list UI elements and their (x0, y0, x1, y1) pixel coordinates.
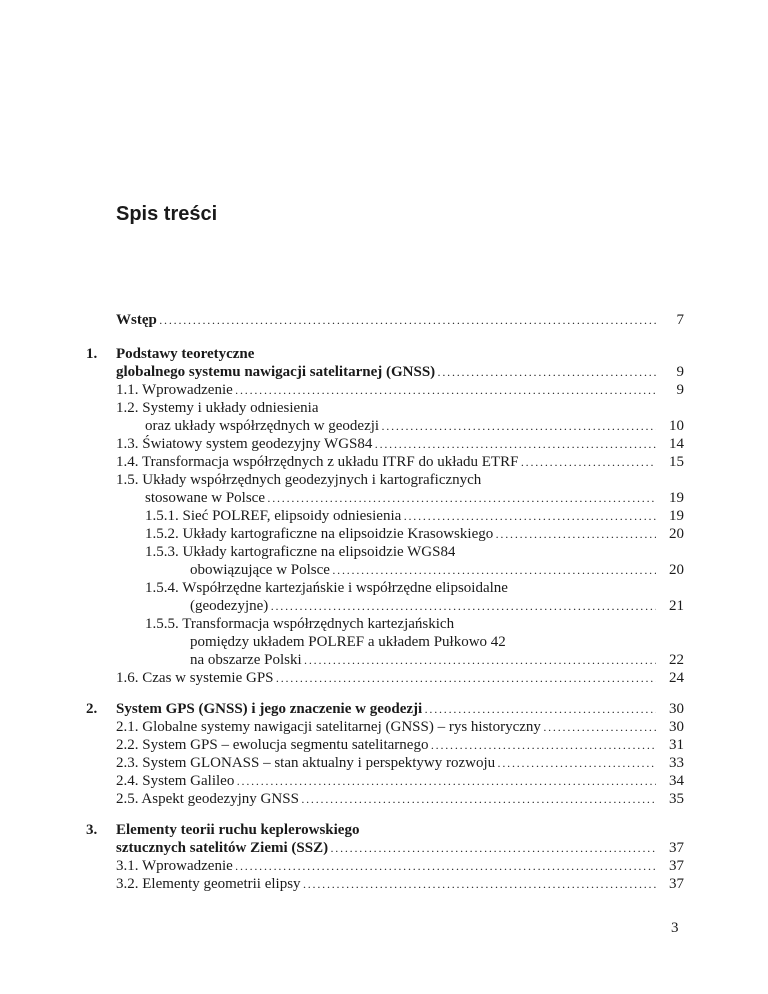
toc-entry (0, 615, 768, 633)
toc-entry (0, 561, 768, 579)
toc-entry (0, 543, 768, 561)
toc-entry-title: pomiędzy układem POLREF a układem Pułkowo 42 (190, 634, 506, 650)
toc-entry (0, 311, 768, 329)
toc-entry-page: 7 (676, 312, 684, 328)
toc-entry-title: sztucznych satelitów Ziemi (SSZ) . . . (116, 839, 656, 857)
toc-entry-page: 19 (669, 508, 684, 524)
toc-entry (0, 790, 768, 808)
toc-entry-title: Podstawy teoretyczne (116, 346, 255, 362)
toc-entry (0, 489, 768, 507)
toc-entry (0, 399, 768, 417)
toc-entry-page: 19 (669, 490, 684, 506)
toc-entry (0, 700, 768, 718)
toc-chapter-number: 1. (86, 346, 98, 362)
toc-chapter-number: 2. (86, 701, 98, 717)
page-title: Spis treści (116, 203, 218, 225)
toc-entry-page: 35 (669, 791, 684, 807)
toc-entry (0, 525, 768, 543)
toc-entry (0, 754, 768, 772)
toc-entry-title: 1.5.4. Współrzędne kartezjańskie i współrzędne elipsoidalne (145, 580, 508, 596)
toc-entry-title: (geodezyjne) . . . (190, 597, 656, 615)
toc-entry (0, 669, 768, 687)
page-number: 3 (671, 920, 679, 936)
toc-entry-title: 1.3. Światowy system geodezyjny WGS84 . . . (116, 435, 656, 453)
toc-entry-title: oraz układy współrzędnych w geodezji . . . (145, 417, 656, 435)
toc-entry-page: 30 (669, 719, 684, 735)
toc-entry-title: obowiązujące w Polsce . . . (190, 561, 656, 579)
toc-entry-title: stosowane w Polsce . . . (145, 489, 656, 507)
toc-entry-page: 30 (669, 701, 684, 717)
toc-entry-title: 2.3. System GLONASS – stan aktualny i perspektywy rozwoju . . . (116, 754, 656, 772)
toc-entry (0, 633, 768, 651)
toc-entry-page: 33 (669, 755, 684, 771)
toc-entry (0, 718, 768, 736)
toc-entry (0, 363, 768, 381)
toc-entry-page: 15 (669, 454, 684, 470)
toc-entry-title: 2.5. Aspekt geodezyjny GNSS . . . (116, 790, 656, 808)
toc-entry (0, 579, 768, 597)
toc-entry-page: 10 (669, 418, 684, 434)
toc-entry (0, 857, 768, 875)
toc-entry-page: 37 (669, 858, 684, 874)
toc-entry (0, 772, 768, 790)
toc-entry-page: 37 (669, 840, 684, 856)
toc-chapter-number: 3. (86, 822, 98, 838)
toc-entry-title: 1.5.1. Sieć POLREF, elipsoidy odniesienia . . . (145, 507, 656, 525)
toc-entry (0, 435, 768, 453)
toc-entry (0, 453, 768, 471)
toc-entry-page: 9 (676, 382, 684, 398)
toc-entry-title: 1.6. Czas w systemie GPS . . . (116, 669, 656, 687)
toc-entry (0, 821, 768, 839)
toc-entry-page: 14 (669, 436, 684, 452)
toc-entry-title: 1.5.2. Układy kartograficzne na elipsoidzie Krasowskiego . . . (145, 525, 656, 543)
toc-entry (0, 875, 768, 893)
toc-entry-title: globalnego systemu nawigacji satelitarnej (GNSS) . . . (116, 363, 656, 381)
toc-entry (0, 839, 768, 857)
toc-entry-title: 2.1. Globalne systemy nawigacji satelitarnej (GNSS) – rys historyczny . . . (116, 718, 656, 736)
toc-entry (0, 651, 768, 669)
table-of-contents (0, 311, 768, 893)
toc-entry-title: 1.5. Układy współrzędnych geodezyjnych i kartograficznych (116, 472, 482, 488)
toc-entry-title: 3.2. Elementy geometrii elipsy . . . (116, 875, 656, 893)
toc-entry-title: Wstęp . . . (116, 311, 656, 329)
toc-entry (0, 381, 768, 399)
toc-entry-title: Elementy teorii ruchu keplerowskiego (116, 822, 360, 838)
toc-entry-page: 22 (669, 652, 684, 668)
toc-entry-title: 1.5.5. Transformacja współrzędnych kartezjańskich (145, 616, 455, 632)
toc-entry-page: 20 (669, 562, 684, 578)
toc-entry (0, 417, 768, 435)
toc-entry (0, 597, 768, 615)
toc-entry-title: 1.2. Systemy i układy odniesienia (116, 400, 319, 416)
toc-entry-title: 3.1. Wprowadzenie . . . (116, 857, 656, 875)
toc-entry (0, 345, 768, 363)
toc-entry-page: 21 (669, 598, 684, 614)
toc-entry-page: 37 (669, 876, 684, 892)
toc-entry-title: 1.1. Wprowadzenie . . . (116, 381, 656, 399)
toc-entry-page: 9 (676, 364, 684, 380)
toc-entry-page: 20 (669, 526, 684, 542)
toc-entry-page: 34 (669, 773, 684, 789)
toc-entry (0, 507, 768, 525)
toc-entry-title: 2.2. System GPS – ewolucja segmentu satelitarnego . . . (116, 736, 656, 754)
toc-entry-title: 2.4. System Galileo . . . (116, 772, 656, 790)
toc-entry-title: 1.5.3. Układy kartograficzne na elipsoidzie WGS84 (145, 544, 456, 560)
toc-entry-page: 31 (669, 737, 684, 753)
toc-entry-title: 1.4. Transformacja współrzędnych z układu ITRF do układu ETRF . . . (116, 453, 656, 471)
toc-entry-title: System GPS (GNSS) i jego znaczenie w geodezji . . . (116, 700, 656, 718)
toc-entry (0, 736, 768, 754)
toc-entry-title: na obszarze Polski . . . (190, 651, 656, 669)
toc-entry (0, 471, 768, 489)
toc-entry-page: 24 (669, 670, 684, 686)
